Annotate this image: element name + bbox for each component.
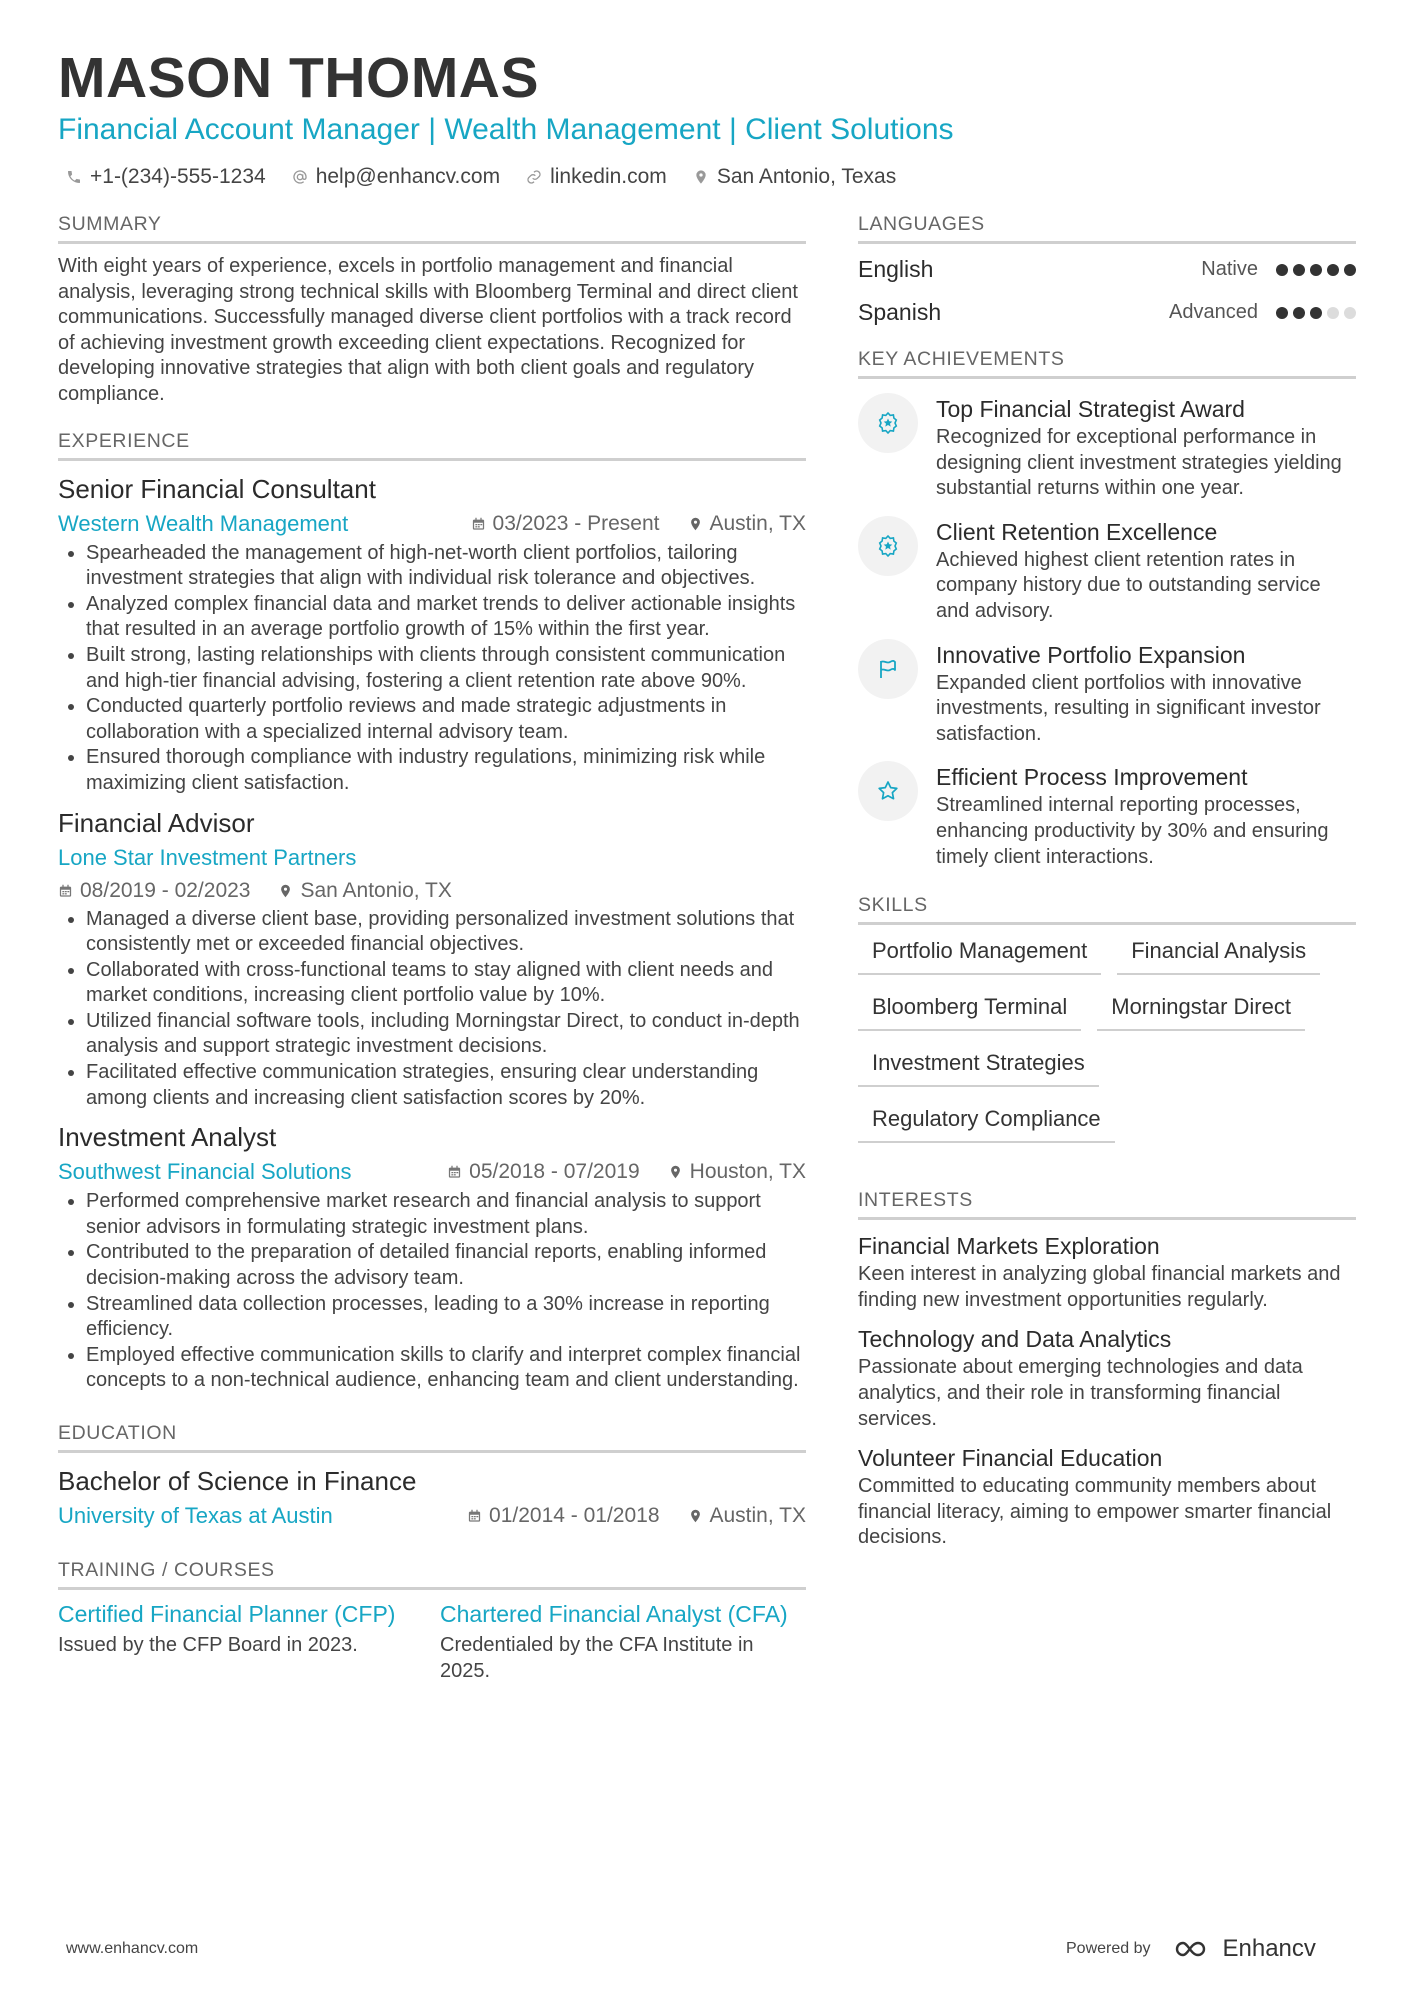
- calendar-icon: [447, 1164, 462, 1180]
- education-entry: [58, 1463, 806, 1533]
- star-badge-icon: [858, 393, 918, 453]
- rating-dot: [1293, 264, 1305, 276]
- link-icon: [526, 169, 542, 185]
- course-item: [440, 1600, 806, 1684]
- contact-bar: [66, 162, 896, 192]
- footer-branding: [1066, 1935, 1316, 1963]
- interest-title: Financial Markets Exploration: [858, 1233, 1160, 1260]
- rating-dot: [1293, 307, 1305, 319]
- phone-icon: [66, 169, 82, 185]
- course-desc: Issued by the CFP Board in 2023.: [58, 1634, 358, 1656]
- location-pin-icon: [668, 1164, 683, 1180]
- bullet: • Facilitated effective communication strategies, ensuring clear understanding among clients and increasing client satisfaction scores by 20%.: [86, 1060, 806, 1111]
- flag-icon: [858, 639, 918, 699]
- rating-dot: [1310, 264, 1322, 276]
- job-line: [58, 1155, 806, 1189]
- bullet: • Managed a diverse client base, providing personalized investment solutions that consistently met or exceeded financial objectives.: [86, 907, 806, 958]
- achievement-title: Innovative Portfolio Expansion: [936, 641, 1246, 668]
- interest-title: Volunteer Financial Education: [858, 1445, 1163, 1472]
- job-bullets: [58, 1189, 806, 1394]
- job-bullets: [58, 907, 806, 1112]
- job-line: [58, 841, 806, 875]
- interest-desc: Keen interest in analyzing global financial markets and finding new investment opportunities regularly.: [858, 1263, 1341, 1311]
- brand-name: Enhancv: [1222, 1935, 1316, 1962]
- education-dates: [467, 1499, 659, 1533]
- job-bullets: [58, 541, 806, 797]
- skill-tag: Morningstar Direct: [1097, 987, 1305, 1031]
- rating-dot: [1344, 307, 1356, 319]
- company-name: Western Wealth Management: [58, 510, 349, 536]
- interests-heading: INTERESTS: [858, 1187, 1356, 1220]
- skill-tag: Bloomberg Terminal: [858, 987, 1081, 1031]
- right-column: [858, 211, 1356, 1561]
- language-rating: [1276, 264, 1356, 276]
- skill-tag: Financial Analysis: [1117, 931, 1320, 975]
- at-icon: [292, 169, 308, 185]
- achievements-heading: KEY ACHIEVEMENTS: [858, 346, 1356, 379]
- rating-dot: [1327, 307, 1339, 319]
- bullet: • Utilized financial software tools, including Morningstar Direct, to conduct in-depth analysis and support strategic investment decisions.: [86, 1009, 806, 1060]
- course-title: Certified Financial Planner (CFP): [58, 1601, 396, 1627]
- bullet: • Ensured thorough compliance with industry regulations, minimizing risk while maximizing client satisfaction.: [86, 745, 806, 796]
- interest-item: [858, 1442, 1356, 1551]
- location-pin-icon: [693, 169, 709, 185]
- summary-heading: SUMMARY: [58, 211, 806, 244]
- rating-dot: [1276, 264, 1288, 276]
- bullet: • Spearheaded the management of high-net-worth client portfolios, tailoring investment strategies that align with individual risk tolerance and objectives.: [86, 541, 806, 592]
- location-pin-icon: [688, 1508, 703, 1524]
- summary-text: With eight years of experience, excels in portfolio management and financial analysis, leveraging strong technical skills with Bloomberg Terminal and direct client communications. Successfully managed diverse client portfolios with a track record of achieving investment growth exceeding client expectations. Recognized for developing innovative strategies that align with both client goals and regulatory compliance.: [58, 255, 798, 405]
- experience-heading: EXPERIENCE: [58, 428, 806, 461]
- interest-item: [858, 1323, 1356, 1432]
- bullet: • Built strong, lasting relationships with clients through consistent communication and high-tier financial advising, fostering a client retention rate above 90%.: [86, 643, 806, 694]
- achievement-title: Client Retention Excellence: [936, 518, 1218, 545]
- achievement-desc: Recognized for exceptional performance in designing client investment strategies yielding substantial returns within one year.: [936, 426, 1342, 500]
- language-rating: [1276, 307, 1356, 319]
- degree-title: Bachelor of Science in Finance: [58, 1466, 417, 1496]
- language-item: [858, 291, 1356, 334]
- skill-tag: Portfolio Management: [858, 931, 1101, 975]
- calendar-icon: [471, 516, 486, 532]
- achievement-desc: Achieved highest client retention rates in company history due to outstanding service and advisory.: [936, 548, 1321, 622]
- achievement-title: Efficient Process Improvement: [936, 764, 1248, 791]
- language-level: Advanced: [1169, 301, 1258, 323]
- interest-desc: Passionate about emerging technologies and data analytics, and their role in transforming financial services.: [858, 1356, 1303, 1430]
- interest-title: Technology and Data Analytics: [858, 1326, 1172, 1353]
- achievement-item: [858, 639, 1356, 748]
- achievement-desc: Streamlined internal reporting processes, enhancing productivity by 30% and ensuring timely client interactions.: [936, 794, 1329, 868]
- job-title: Senior Financial Consultant: [58, 473, 376, 504]
- achievement-desc: Expanded client portfolios with innovative investments, resulting in significant investor satisfaction.: [936, 671, 1321, 745]
- location-pin-icon: [278, 883, 293, 899]
- language-item: [858, 248, 1356, 291]
- language-name: Spanish: [858, 299, 942, 325]
- bullet: • Analyzed complex financial data and market trends to deliver actionable insights that resulted in an average portfolio growth of 15% within the first year.: [86, 592, 806, 643]
- achievement-title: Top Financial Strategist Award: [936, 396, 1245, 422]
- job-entry: [58, 1119, 806, 1394]
- course-title: Chartered Financial Analyst (CFA): [440, 1601, 788, 1627]
- job-line: [58, 507, 806, 541]
- location-pin-icon: [688, 516, 703, 532]
- course-desc: Credentialed by the CFA Institute in 2025.: [440, 1634, 754, 1682]
- contact-location: [693, 162, 896, 192]
- skills-list: [858, 931, 1356, 1143]
- job-location: [278, 875, 451, 907]
- contact-linkedin[interactable]: [526, 162, 667, 192]
- job-entry: [58, 805, 806, 1112]
- calendar-icon: [58, 883, 73, 899]
- course-item: [58, 1600, 424, 1684]
- linkedin-text: linkedin.com: [550, 165, 667, 188]
- skill-tag: Regulatory Compliance: [858, 1099, 1115, 1143]
- rating-dot: [1327, 264, 1339, 276]
- location-text: Austin, TX: [709, 1504, 806, 1527]
- bullet: • Collaborated with cross-functional teams to stay aligned with client needs and market conditions, increasing client portfolio value by 10%.: [86, 958, 806, 1009]
- email-text: help@enhancv.com: [315, 165, 501, 188]
- bullet: • Performed comprehensive market research and financial analysis to support senior advisors in formulating strategic investment plans.: [86, 1189, 806, 1240]
- job-meta-row: [58, 875, 806, 907]
- bullet: • Contributed to the preparation of detailed financial reports, enabling informed decision-making across the advisory team.: [86, 1240, 806, 1291]
- company-name: Lone Star Investment Partners: [58, 844, 357, 870]
- education-line: [58, 1499, 806, 1533]
- bullet: • Employed effective communication skills to clarify and interpret complex financial concepts to a non-technical audience, enhancing team and client understanding.: [86, 1343, 806, 1394]
- job-title: Investment Analyst: [58, 1122, 277, 1153]
- job-title: Financial Advisor: [58, 807, 255, 838]
- education-heading: EDUCATION: [58, 1420, 806, 1453]
- rating-dot: [1276, 307, 1288, 319]
- job-location: [688, 507, 807, 541]
- candidate-name: MASON THOMAS: [58, 46, 539, 110]
- courses-list: [58, 1600, 806, 1684]
- star-outline-icon: [858, 761, 918, 821]
- brand-logo: [1169, 1935, 1316, 1963]
- contact-phone: [66, 162, 266, 192]
- job-dates: [471, 507, 660, 541]
- dates-text: 08/2019 - 02/2023: [80, 878, 251, 902]
- location-text: Houston, TX: [689, 1160, 806, 1184]
- enhancv-logo-icon: [1169, 1937, 1215, 1961]
- education-location: [688, 1499, 807, 1533]
- job-dates: [447, 1155, 639, 1189]
- phone-text: +1-(234)-555-1234: [90, 165, 266, 188]
- interest-item: [858, 1230, 1356, 1313]
- location-text: San Antonio, TX: [300, 878, 452, 902]
- company-name: Southwest Financial Solutions: [58, 1159, 352, 1185]
- language-level: Native: [1201, 258, 1258, 280]
- skill-tag: Investment Strategies: [858, 1043, 1099, 1087]
- school-name: University of Texas at Austin: [58, 1503, 333, 1528]
- headline: Financial Account Manager | Wealth Management | Client Solutions: [58, 113, 954, 146]
- achievement-item: [858, 761, 1356, 870]
- powered-by-text: Powered by: [1066, 1940, 1151, 1957]
- skills-heading: SKILLS: [858, 892, 1356, 925]
- bullet: • Streamlined data collection processes, leading to a 30% increase in reporting efficiency.: [86, 1292, 806, 1343]
- calendar-icon: [467, 1508, 482, 1524]
- training-heading: TRAINING / COURSES: [58, 1557, 806, 1590]
- dates-text: 03/2023 - Present: [492, 511, 660, 535]
- location-text: Austin, TX: [709, 511, 806, 535]
- dates-text: 05/2018 - 07/2019: [469, 1160, 640, 1184]
- interest-desc: Committed to educating community members about financial literacy, aiming to empower smarter financial decisions.: [858, 1475, 1332, 1549]
- rating-dot: [1310, 307, 1322, 319]
- bullet: • Conducted quarterly portfolio reviews and made strategic adjustments in collaboration with a specialized internal advisory team.: [86, 694, 806, 745]
- location-text: San Antonio, Texas: [716, 165, 897, 188]
- achievement-item: [858, 393, 1356, 502]
- job-entry: [58, 471, 806, 797]
- footer-website[interactable]: www.enhancv.com: [66, 1940, 199, 1957]
- left-column: [58, 211, 806, 1684]
- job-dates: [58, 875, 250, 907]
- achievement-item: [858, 516, 1356, 625]
- job-location: [668, 1155, 806, 1189]
- dates-text: 01/2014 - 01/2018: [489, 1504, 660, 1527]
- contact-email[interactable]: [292, 162, 500, 192]
- languages-heading: LANGUAGES: [858, 211, 1356, 244]
- language-name: English: [858, 256, 934, 282]
- rating-dot: [1344, 264, 1356, 276]
- star-badge-icon: [858, 516, 918, 576]
